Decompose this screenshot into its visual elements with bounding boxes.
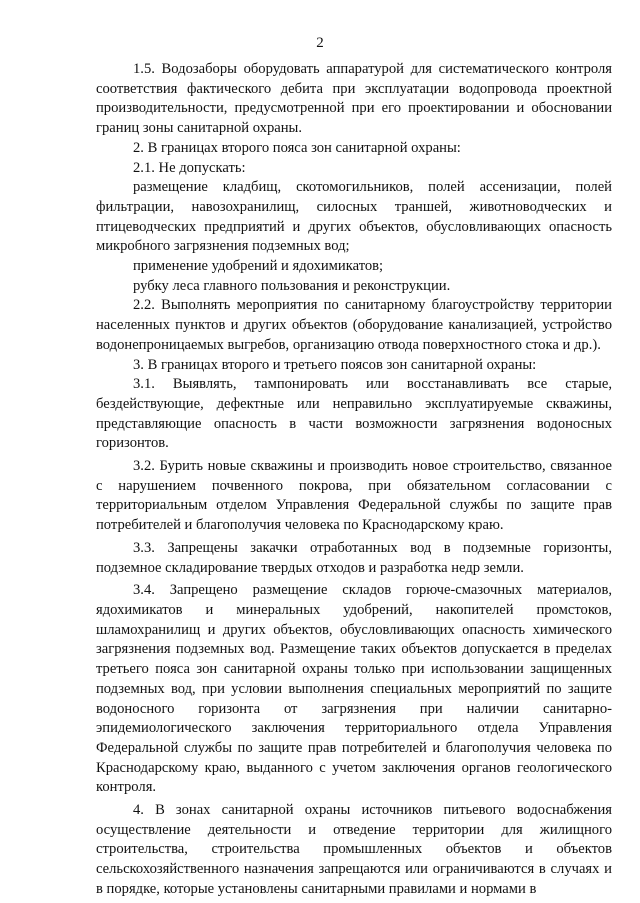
paragraph-2-heading: 2. В границах второго пояса зон санитарной охраны: bbox=[133, 139, 461, 156]
paragraph-4: 4. В зонах санитарной охраны источников питьевого водоснабжения осуществление деятельности и отведение территории для жилищного строительства, строительства промышленных объектов и объектов сельскохозяйственного назначения запрещаются или ограничиваются в случаях и в порядке, которые установлены санитарными правилами и нормами в bbox=[96, 802, 612, 897]
paragraph-2-1-item-3: рубку леса главного пользования и реконструкции. bbox=[133, 277, 451, 294]
paragraph-2-2: 2.2. Выполнять мероприятия по санитарному благоустройству территории населенных пунктов и других объектов (оборудование канализацией, устройство водонепроницаемых выгребов, организацию отвода поверхностного стока и др.). bbox=[96, 297, 612, 353]
paragraph-2-1-item-2: применение удобрений и ядохимикатов; bbox=[133, 258, 384, 275]
paragraph-2-1-item-1: размещение кладбищ, скотомогильников, полей ассенизации, полей фильтрации, навозохранилищ, силосных траншей, животноводческих и птицеводческих предприятий и других объектов, обусловливающих опасность микробного загрязнения подземных вод; bbox=[96, 179, 612, 255]
paragraph-1-5: 1.5. Водозаборы оборудовать аппаратурой для систематического контроля соответствия фактического дебита при эксплуатации водопровода проектной производительности, предусмотренной при его проектировании и обосновании границ зоны санитарной охраны. bbox=[96, 61, 612, 137]
paragraph-3-1: 3.1. Выявлять, тампонировать или восстанавливать все старые, бездействующие, дефектные или неправильно эксплуатируемые скважины, представляющие опасность в части возможности загрязнения водоносных горизонтов. bbox=[96, 376, 612, 452]
paragraph-3-heading: 3. В границах второго и третьего поясов зон санитарной охраны: bbox=[133, 356, 537, 373]
paragraph-2-1-heading: 2.1. Не допускать: bbox=[133, 159, 246, 176]
document-body bbox=[96, 60, 612, 900]
paragraph-3-4: 3.4. Запрещено размещение складов горюче-смазочных материалов, ядохимикатов и минеральных удобрений, накопителей промстоков, шламохранилищ и других объектов, обусловливающих опасность химического загрязнения подземных вод. Размещение таких объектов допускается в пределах третьего пояса зон санитарной охраны только при использовании защищенных подземных вод, при условии выполнения специальных мероприятий по защите водоносного горизонта от загрязнения при наличии санитарно-эпидемиологического заключения территориального отдела Управления Федеральной службы по защите прав потребителей и благополучия человека по Краснодарскому краю, выданного с учетом заключения органов геологического контроля. bbox=[96, 582, 612, 796]
page-number: 2 bbox=[316, 35, 324, 51]
paragraph-3-2: 3.2. Бурить новые скважины и производить новое строительство, связанное с нарушением почвенного покрова, при обязательном согласовании с территориальным отделом Управления Федеральной службы по защите прав потребителей и благополучия человека по Краснодарскому краю. bbox=[96, 458, 612, 534]
paragraph-3-3: 3.3. Запрещены закачки отработанных вод в подземные горизонты, подземное складирование твердых отходов и разработка недр земли. bbox=[96, 539, 612, 576]
